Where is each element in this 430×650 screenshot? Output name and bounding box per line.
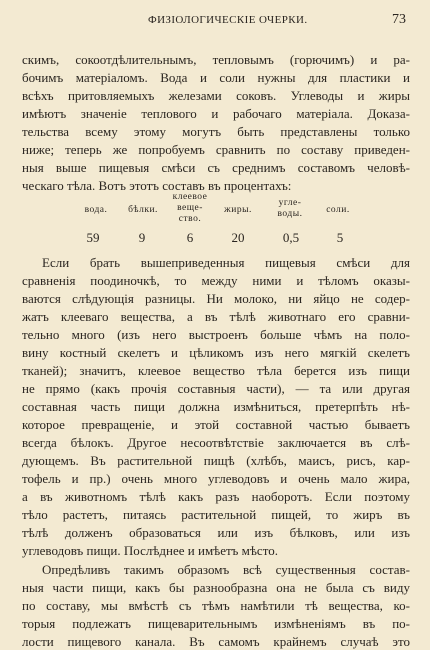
table-header-gelatin: клеевое веще- ство. xyxy=(172,192,208,224)
text-line: тельно много (изъ него выстроенъ больше чѣмъ на поло- xyxy=(22,327,410,342)
table-header-carbohydrates: угле- воды. xyxy=(277,198,303,219)
text-line: всѣхъ притовляемыхъ железами соковъ. Углеводы и жиры xyxy=(22,88,410,103)
table-header-proteins: бѣлки. xyxy=(128,205,158,215)
table-value-carbohydrates: 0,5 xyxy=(282,230,300,245)
table-value-salts: 5 xyxy=(336,230,344,245)
table-value-proteins: 9 xyxy=(138,230,146,245)
text-line: жатъ клееваго вещества, а въ тѣлѣ животнаго его сравни- xyxy=(22,309,410,324)
table-header-water: вода. xyxy=(84,205,108,215)
text-line: ваются слѣдующія разницы. Ни молоко, ни яйцо не содер- xyxy=(22,291,410,306)
text-line: ниже; теперь же попробуемъ сравнить по составу приведен- xyxy=(22,142,410,157)
table-value-fats: 20 xyxy=(231,230,245,245)
text-line: по составу, мы вмѣстѣ съ тѣмъ намѣтили тѣ вещества, ко- xyxy=(22,598,410,613)
text-line: тельства всему этому могутъ быть представлены только xyxy=(22,124,410,139)
text-line: тѣлѣ долженъ образоваться или изъ бѣлковъ, или изъ xyxy=(22,525,410,540)
text-line: всегда бѣлокъ. Другое несоотвѣтствіе заключается въ слѣ- xyxy=(22,435,410,450)
text-line: углеводовъ пищи. Послѣднее и имѣетъ мѣсто. xyxy=(22,543,278,558)
text-line: скимъ, сокоотдѣлительнымъ, тепловымъ (горючимъ) и ра- xyxy=(22,52,410,67)
text-line: Опредѣливъ такимъ образомъ всѣ существенныя состав- xyxy=(42,562,410,577)
text-line: имѣютъ значеніе теплового и рабочаго матеріала. Доказа- xyxy=(22,106,410,121)
text-line: бочимъ матеріаломъ. Вода и соли нужны для пластики и xyxy=(22,70,410,85)
running-header: ФИЗІОЛОГИЧЕСКІЕ ОЧЕРКИ. xyxy=(148,14,308,26)
text-line: ныя выше пищевыя смѣси съ среднимъ составомъ человѣ- xyxy=(22,160,410,175)
text-line: ныя части пищи, какъ бы разнообразна она не была съ виду xyxy=(22,580,410,595)
text-line: не прямо (какъ прочія составныя части), — та или другая xyxy=(22,381,410,396)
table-value-water: 59 xyxy=(86,230,100,245)
text-line: которое превращеніе, и этой составной частью бываетъ xyxy=(22,417,410,432)
text-line: составная часть пищи должна измѣниться, претерпѣть нѣ- xyxy=(22,399,410,414)
text-line: торыя подлежатъ пищеварительнымъ измѣненіямъ въ по- xyxy=(22,616,410,631)
text-line: тѣло растетъ, питаясь растительной пищей, то жиръ въ xyxy=(22,507,410,522)
text-line: сравненія поодиночкѣ, то между ними и тѣломъ оказы- xyxy=(22,273,410,288)
text-line: а въ животномъ тѣлѣ какъ разъ наоборотъ. Если поэтому xyxy=(22,489,410,504)
text-line: вину костный скелетъ и цѣликомъ изъ него мягкій скелетъ xyxy=(22,345,410,360)
table-value-gelatin: 6 xyxy=(186,230,194,245)
text-line: лости пищевого канала. Въ самомъ крайнемъ случаѣ это xyxy=(22,634,410,649)
text-line: ческаго тѣла. Вотъ этотъ составъ въ процентахъ: xyxy=(22,178,292,193)
text-line: тканей); значитъ, клеевое вещество тѣла берется изъ пищи xyxy=(22,363,410,378)
text-line: дующемъ. Въ растительной пищѣ (хлѣбъ, маисъ, рисъ, кар- xyxy=(22,453,410,468)
text-line: тофель и пр.) очень много углеводовъ и очень мало жира, xyxy=(22,471,410,486)
page-number: 73 xyxy=(392,12,406,27)
table-header-salts: соли. xyxy=(326,205,350,215)
table-header-fats: жиры. xyxy=(224,205,252,215)
text-line: Если брать вышеприведенныя пищевыя смѣси для xyxy=(42,255,410,270)
